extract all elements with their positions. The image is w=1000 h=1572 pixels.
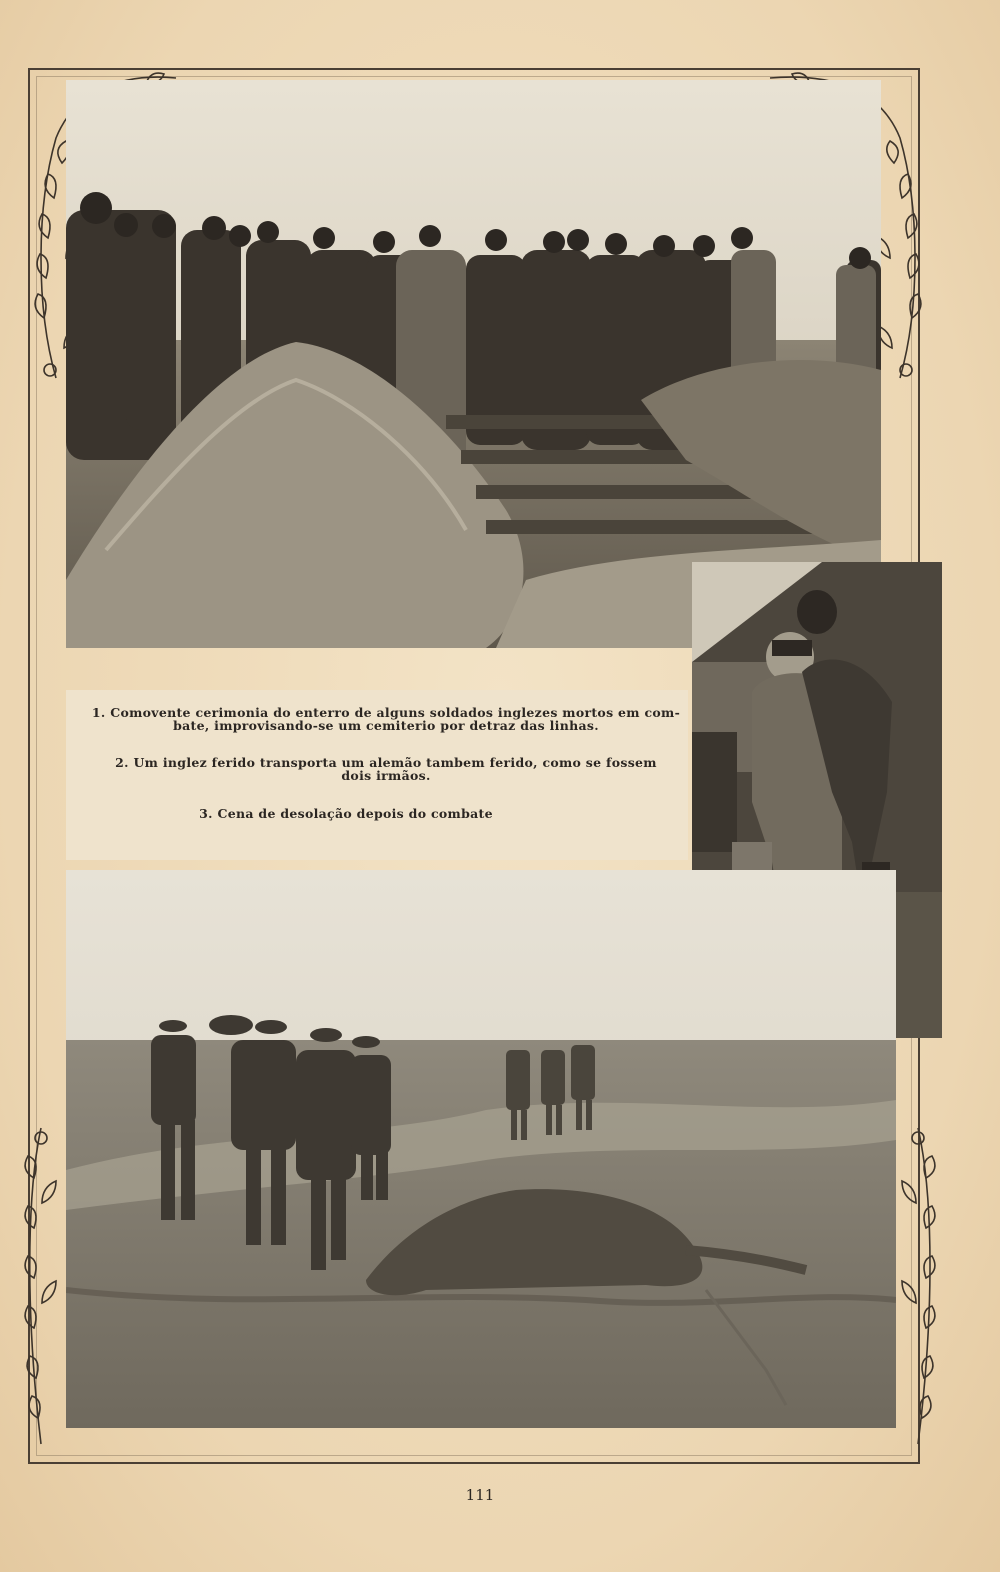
battlefield-photo bbox=[66, 870, 896, 1428]
bottom-right-laurel-ornament bbox=[888, 1118, 944, 1454]
caption-2-line-2: dois irmãos. bbox=[341, 768, 431, 783]
caption-1-line-1: 1. Comovente cerimonia do enterro de alguns soldados inglezes mortos em com- bbox=[91, 705, 681, 720]
page-number: 111 bbox=[465, 1486, 495, 1504]
caption-1-line-2: bate, improvisando-se um cemiterio por detraz das linhas. bbox=[173, 718, 599, 733]
caption-2-line-1: 2. Um inglez ferido transporta um alemão tambem ferido, como se fossem bbox=[115, 755, 657, 770]
bottom-left-laurel-ornament bbox=[16, 1118, 66, 1454]
caption-3: 3. Cena de desolação depois do combate bbox=[199, 806, 493, 821]
